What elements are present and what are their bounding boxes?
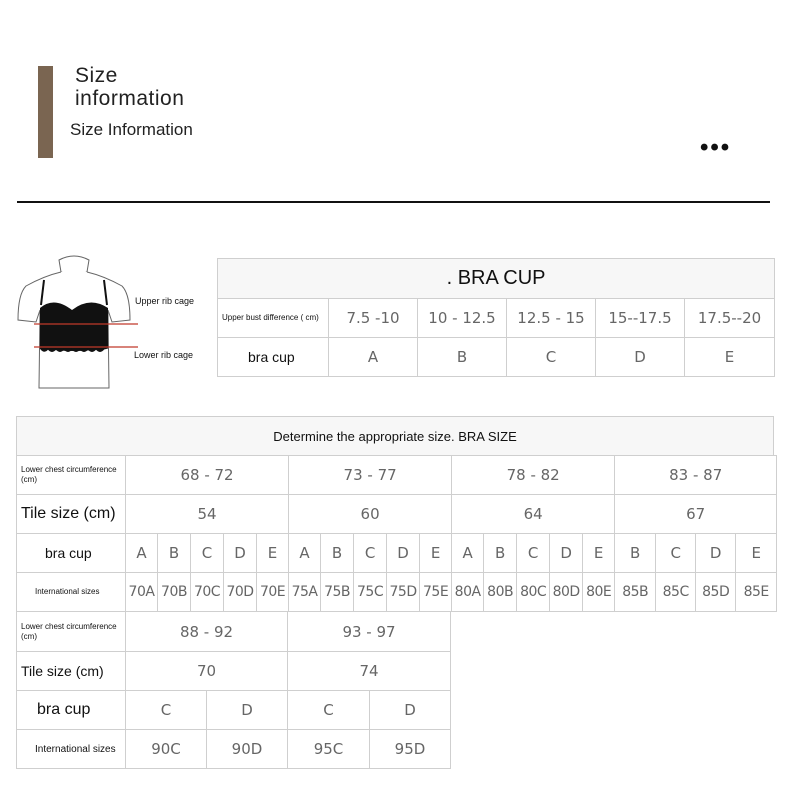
- cup-cell: D: [387, 534, 420, 573]
- cup-cell: E: [420, 534, 452, 573]
- size-table-header: [16, 416, 774, 456]
- size-table-block1: [16, 455, 777, 612]
- intl-cell: 70B: [158, 573, 191, 612]
- intl-cell: 80D: [550, 573, 583, 612]
- cup-row2-cell: B: [418, 338, 507, 377]
- cup-table-title: . BRA CUP: [218, 259, 775, 299]
- intl-cell: 85D: [696, 573, 736, 612]
- chest-range: 88 - 92: [126, 612, 288, 652]
- tile-value: 64: [452, 495, 615, 534]
- intl-cell: 95D: [370, 730, 451, 769]
- chest-label: Lower chest circumference (cm): [17, 456, 126, 495]
- intl-cell: 85E: [736, 573, 777, 612]
- cup-cell: B: [158, 534, 191, 573]
- intl-cell: 80C: [517, 573, 550, 612]
- chest-label: Lower chest circumference (cm): [17, 612, 126, 652]
- size-table-title: Determine the appropriate size. BRA SIZE: [17, 417, 774, 456]
- bra-shape: [40, 302, 108, 351]
- lower-rib-label: Lower rib cage: [134, 350, 194, 360]
- intl-cell: 80B: [484, 573, 517, 612]
- cup-cell: D: [224, 534, 257, 573]
- header-divider: [17, 201, 770, 203]
- cup-cell: D: [696, 534, 736, 573]
- tile-value: 74: [288, 652, 451, 691]
- cup-cell: C: [191, 534, 224, 573]
- cup-cell: E: [583, 534, 615, 573]
- cup-row2-cell: A: [329, 338, 418, 377]
- size-table-block2: [16, 611, 451, 769]
- intl-cell: 80A: [452, 573, 484, 612]
- intl-cell: 70D: [224, 573, 257, 612]
- cup-label: bra cup: [17, 534, 126, 573]
- chest-range: 83 - 87: [615, 456, 777, 495]
- cup-cell: D: [207, 691, 288, 730]
- chest-range: 78 - 82: [452, 456, 615, 495]
- intl-cell: 75D: [387, 573, 420, 612]
- cup-cell: B: [484, 534, 517, 573]
- chest-range: 73 - 77: [289, 456, 452, 495]
- tile-label: Tile size (cm): [17, 652, 126, 691]
- chest-range: 93 - 97: [288, 612, 451, 652]
- mannequin-illustration: [14, 250, 214, 395]
- cup-cell: E: [257, 534, 289, 573]
- more-icon[interactable]: •••: [700, 134, 732, 161]
- cup-cell: A: [126, 534, 158, 573]
- intl-cell: 70E: [257, 573, 289, 612]
- intl-cell: 95C: [288, 730, 370, 769]
- cup-label: bra cup: [17, 691, 126, 730]
- intl-cell: 70C: [191, 573, 224, 612]
- cup-cell: B: [321, 534, 354, 573]
- cup-cell: E: [736, 534, 777, 573]
- cup-row1-cell: 7.5 -10: [329, 299, 418, 338]
- intl-label: International sizes: [17, 730, 126, 769]
- cup-cell: C: [126, 691, 207, 730]
- cup-row1-cell: 15--17.5: [596, 299, 685, 338]
- tile-value: 60: [289, 495, 452, 534]
- cup-cell: C: [354, 534, 387, 573]
- intl-cell: 70A: [126, 573, 158, 612]
- cup-table: [217, 258, 775, 377]
- cup-cell: D: [550, 534, 583, 573]
- cup-row1-cell: 17.5--20: [685, 299, 775, 338]
- page-title-line1: Size: [75, 64, 118, 87]
- intl-cell: 90D: [207, 730, 288, 769]
- page-title-line2: information: [75, 87, 185, 110]
- cup-row2-label: bra cup: [218, 338, 329, 377]
- bust-figure: [14, 250, 214, 395]
- accent-bar: [38, 66, 53, 158]
- chest-range: 68 - 72: [126, 456, 289, 495]
- page-subtitle: Size Information: [70, 120, 193, 139]
- cup-cell: A: [452, 534, 484, 573]
- cup-cell: C: [288, 691, 370, 730]
- cup-row2-cell: E: [685, 338, 775, 377]
- cup-row2-cell: D: [596, 338, 685, 377]
- intl-cell: 80E: [583, 573, 615, 612]
- cup-row1-label: Upper bust difference ( cm): [218, 299, 329, 338]
- tile-value: 67: [615, 495, 777, 534]
- cup-cell: B: [615, 534, 656, 573]
- intl-cell: 75C: [354, 573, 387, 612]
- intl-cell: 75A: [289, 573, 321, 612]
- cup-cell: D: [370, 691, 451, 730]
- cup-row2-cell: C: [507, 338, 596, 377]
- cup-row1-cell: 10 - 12.5: [418, 299, 507, 338]
- cup-cell: C: [656, 534, 696, 573]
- tile-label: Tile size (cm): [17, 495, 126, 534]
- cup-cell: C: [517, 534, 550, 573]
- tile-value: 70: [126, 652, 288, 691]
- intl-cell: 75B: [321, 573, 354, 612]
- intl-cell: 85C: [656, 573, 696, 612]
- intl-cell: 90C: [126, 730, 207, 769]
- page-title: [75, 64, 184, 110]
- upper-rib-label: Upper rib cage: [135, 296, 195, 306]
- cup-row1-cell: 12.5 - 15: [507, 299, 596, 338]
- tile-value: 54: [126, 495, 289, 534]
- intl-cell: 85B: [615, 573, 656, 612]
- cup-cell: A: [289, 534, 321, 573]
- intl-cell: 75E: [420, 573, 452, 612]
- intl-label: International sizes: [17, 573, 126, 612]
